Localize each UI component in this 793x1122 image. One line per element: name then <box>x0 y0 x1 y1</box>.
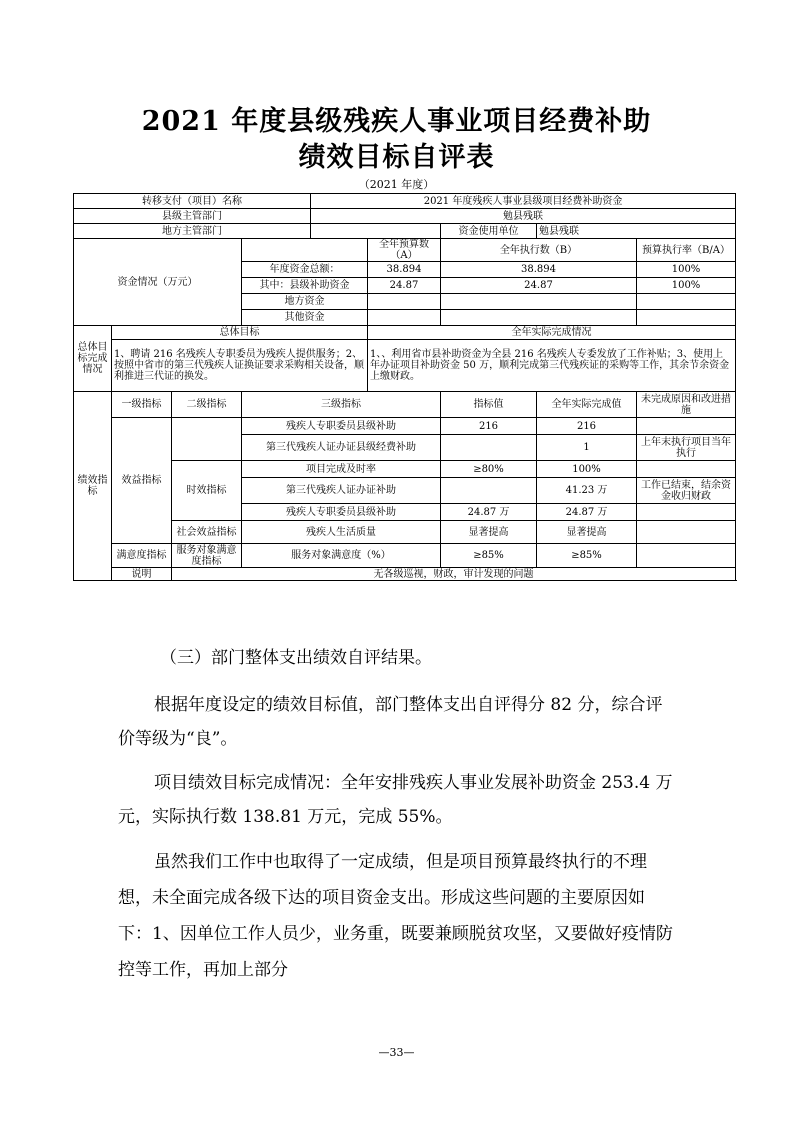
page-number: —33— <box>378 1046 415 1059</box>
county-dept-value: 勉县残联 <box>311 209 736 224</box>
indicator-l2-time: 时效指标 <box>172 461 242 521</box>
indicator-header-l3: 三级指标 <box>242 392 441 418</box>
project-label: 转移支付（项目）名称 <box>74 194 311 209</box>
funds-header-a: 全年预算数（A） <box>368 239 441 262</box>
indicator-row: 社会效益指标 残疾人生活质量 显著提高 显著提高 <box>74 521 736 544</box>
project-value: 2021 年度残疾人事业县级项目经费补助资金 <box>311 194 736 209</box>
performance-table <box>73 193 736 581</box>
indicator-header-l1: 一级指标 <box>112 392 172 418</box>
funds-header-rate: 预算执行率（B/A） <box>637 239 736 262</box>
indicator-l2-social: 社会效益指标 <box>172 521 242 544</box>
section-heading: （三）部门整体支出绩效自评结果。 <box>160 648 432 668</box>
notes-value: 无各级巡视，财政，审计发现的问题 <box>172 568 736 581</box>
document-title-line1: 2021 年度县级残疾人事业项目经费补助 <box>141 106 652 137</box>
overall-actual-header: 全年实际完成情况 <box>368 326 736 340</box>
overall-content-row <box>74 340 736 392</box>
indicators-label: 绩效指标 <box>74 392 112 581</box>
indicator-header-actual: 全年实际完成值 <box>537 392 637 418</box>
local-dept-label: 地方主管部门 <box>74 224 311 239</box>
overall-goal-header: 总体目标 <box>112 326 368 340</box>
overall-actual-text: 1、、利用省市县补助资金为全县 216 名残疾人专委发放了工作补贴；3、使用上年办证项目补助资金 50 万，顺利完成第三代残疾证的采购等工作，其余节余资金上缴财政。 <box>368 340 736 392</box>
paragraph-score: 根据年度设定的绩效目标值，部门整体支出自评得分 82 分，综合评价等级为“良”。 <box>118 695 663 749</box>
overall-header-row <box>74 326 736 340</box>
project-row <box>74 194 736 209</box>
user-unit-label: 资金使用单位 <box>441 224 537 239</box>
paragraph-issues: 虽然我们工作中也取得了一定成绩，但是项目预算最终执行的不理想，未全面完成各级下达的项目资金支出。形成这些问题的主要原因如下：1、因单位工作人员少，业务重，既要兼顾脱贫攻坚，又要做好疫情防控等工作，再加上部分 <box>118 852 673 980</box>
overall-label: 总体目标完成情况 <box>74 326 112 392</box>
indicator-row: 效益指标 残疾人专职委员县级补助 216 216 <box>74 418 736 435</box>
funds-row: 其他资金 <box>74 310 736 326</box>
county-dept-label: 县级主管部门 <box>74 209 311 224</box>
indicator-row: 满意度指标 服务对象满意度指标 服务对象满意度（%） ≥85% ≥85% <box>74 544 736 568</box>
local-dept-value <box>311 224 441 239</box>
indicator-l1-effect: 效益指标 <box>112 418 172 544</box>
notes-row <box>74 568 736 581</box>
indicator-l2-service: 服务对象满意度指标 <box>172 544 242 568</box>
funds-row: 地方资金 <box>74 294 736 310</box>
notes-label: 说明 <box>112 568 172 581</box>
indicator-row: 第三代残疾人证办证县级经费补助 1 上年末执行项目当年执行 <box>74 435 736 461</box>
funds-header-row <box>74 239 736 262</box>
user-unit-value: 勉县残联 <box>537 224 736 239</box>
indicator-header-l2: 二级指标 <box>172 392 242 418</box>
funds-header-b: 全年执行数（B） <box>441 239 637 262</box>
funds-row: 年度资金总额： 38.894 38.894 100% <box>74 262 736 278</box>
indicator-l1-satisfaction: 满意度指标 <box>112 544 172 568</box>
indicator-header-row <box>74 392 736 418</box>
document-subtitle: （2021 年度） <box>358 178 435 191</box>
paragraph-completion: 项目绩效目标完成情况：全年安排残疾人事业发展补助资金 253.4 万元，实际执行数 138.81 万元，完成 55%。 <box>118 773 673 827</box>
overall-goal-text: 1、聘请 216 名残疾人专职委员为残疾人提供服务；2、按照中省市的第三代残疾人证换证要求采购相关设备，顺利推进三代证的换发。 <box>112 340 368 392</box>
local-dept-row <box>74 224 736 239</box>
county-dept-row <box>74 209 736 224</box>
document-title-line2: 绩效目标自评表 <box>298 142 495 173</box>
indicator-header-reason: 未完成原因和改进措施 <box>637 392 736 418</box>
funds-label: 资金情况（万元） <box>74 239 242 326</box>
funds-row: 其中：县级补助资金 24.87 24.87 100% <box>74 278 736 294</box>
indicator-row: 第三代残疾人证办证补助 41.23 万 工作已结束，结余资金收归财政 <box>74 478 736 504</box>
indicator-header-target: 指标值 <box>441 392 537 418</box>
indicator-row: 残疾人专职委员县级补助 24.87 万 24.87 万 <box>74 504 736 521</box>
indicator-row: 时效指标 项目完成及时率 ≥80% 100% <box>74 461 736 478</box>
